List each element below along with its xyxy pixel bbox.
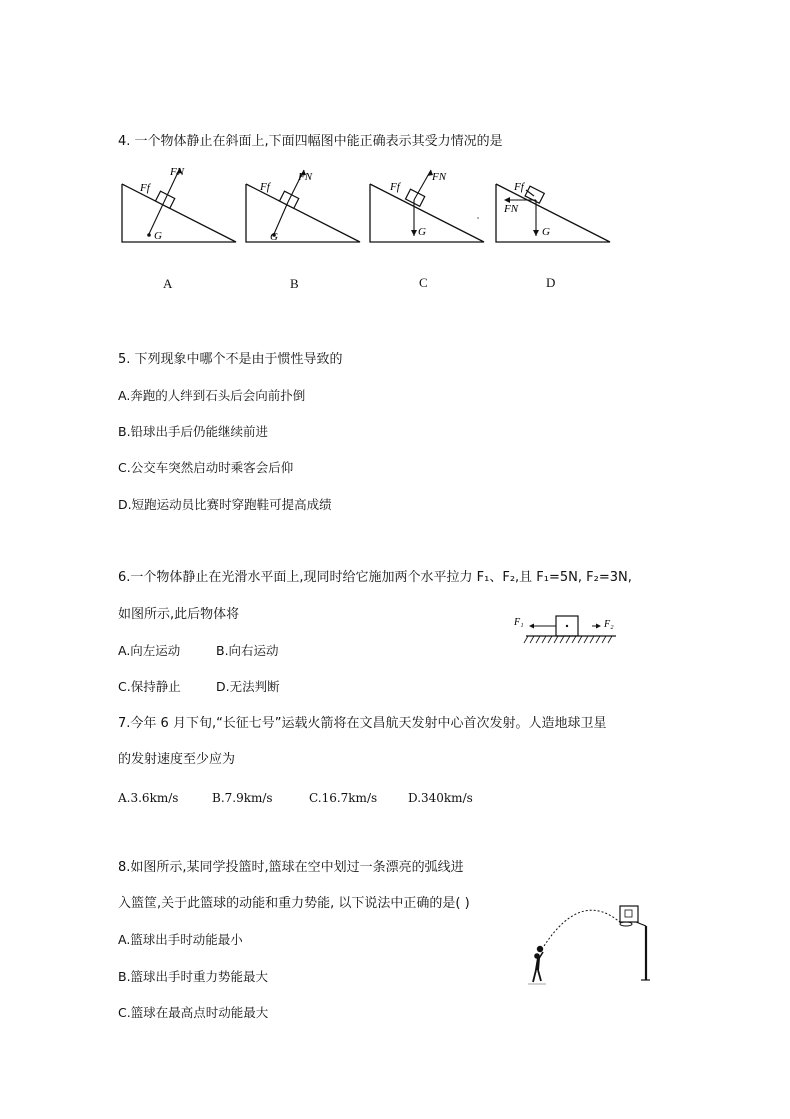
label-ff-b: Ff [260, 181, 270, 193]
label-fn-b: FN [298, 171, 313, 183]
q6-stem-line2: 如图所示,此后物体将 [118, 607, 240, 622]
q6-option-c: C.保持静止 [118, 679, 181, 694]
q8-option-a: A.篮球出手时动能最小 [118, 932, 243, 947]
label-ff-a: Ff [140, 182, 150, 194]
label-fn-d: FN [504, 203, 519, 215]
label-g-d: G [542, 226, 550, 238]
figure-label-d: D [546, 275, 556, 290]
q8-stem-line1: 8.如图所示,某同学投篮时,篮球在空中划过一条漂亮的弧线进 [118, 860, 464, 875]
label-fn-c: FN [432, 171, 447, 183]
basketball-figure [522, 896, 662, 990]
incline-figure-a [118, 164, 243, 248]
q6-option-d: D.无法判断 [216, 679, 280, 694]
q6-option-b: B.向右运动 [216, 643, 279, 658]
label-f1: F₁ [514, 617, 524, 628]
figure-label-b: B [290, 276, 299, 291]
q7-option-a: A.3.6km/s [118, 791, 179, 805]
incline-figure-d [492, 164, 617, 248]
q5-option-c: C.公交车突然启动时乘客会后仰 [118, 460, 294, 475]
q7-option-d: D.340km/s [408, 791, 473, 805]
incline-figure-c [366, 164, 491, 248]
q7-stem-line1: 7.今年 6 月下旬,“长征七号”运载火箭将在文昌航天发射中心首次发射。人造地球卫星 [118, 716, 607, 731]
label-g-c: G [418, 226, 426, 238]
q8-option-b: B.篮球出手时重力势能最大 [118, 969, 269, 984]
label-fn-a: FN [170, 166, 185, 178]
block-forces-figure [512, 612, 622, 648]
q5-option-b: B.铅球出手后仍能继续前进 [118, 424, 269, 439]
q7-stem-line2: 的发射速度至少应为 [118, 752, 236, 767]
q7-option-c: C.16.7km/s [309, 791, 378, 805]
figure-label-a: A [163, 276, 173, 291]
label-g-b: G [270, 231, 278, 243]
q7-option-b: B.7.9km/s [212, 791, 273, 805]
q4-stem: 4. 一个物体静止在斜面上,下面四幅图中能正确表示其受力情况的是 [118, 134, 503, 149]
incline-figure-b [242, 164, 367, 248]
q8-stem-line2: 入篮筐,关于此篮球的动能和重力势能, 以下说法中正确的是( ) [118, 896, 470, 911]
q6-option-a: A.向左运动 [118, 643, 181, 658]
figure-label-c: C [419, 275, 428, 290]
label-ff-c: Ff [390, 181, 400, 193]
q5-stem: 5. 下列现象中哪个不是由于惯性导致的 [118, 352, 343, 367]
label-g-a: G [154, 230, 162, 242]
label-f2: F₂ [604, 619, 614, 630]
q5-option-a: A.奔跑的人绊到石头后会向前扑倒 [118, 388, 306, 403]
q6-stem-line1: 6.一个物体静止在光滑水平面上,现同时给它施加两个水平拉力 F₁、F₂,且 F₁=5N, F₂=3N, [118, 570, 632, 585]
label-ff-d: Ff [514, 181, 524, 193]
q5-option-d: D.短跑运动员比赛时穿跑鞋可提高成绩 [118, 497, 332, 512]
q8-option-c: C.篮球在最高点时动能最大 [118, 1005, 269, 1020]
